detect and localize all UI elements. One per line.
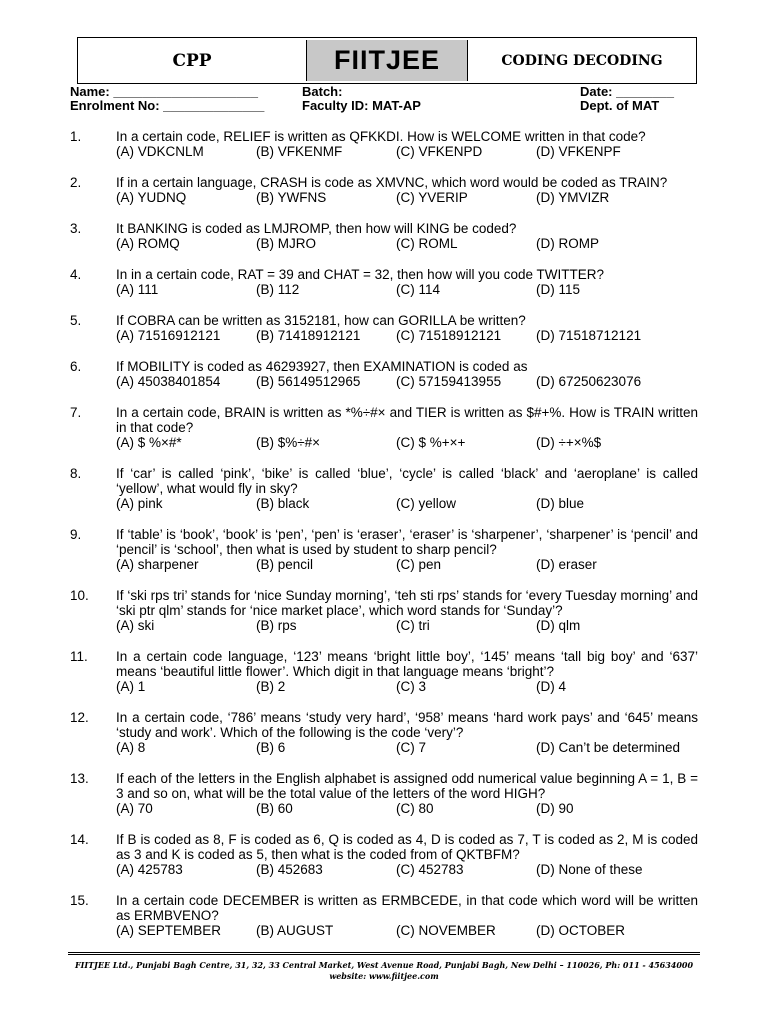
answer-options [116,435,698,450]
answer-option: (D) Can’t be determined [536,740,681,755]
answer-option: (A) VDKCNLM [116,144,204,159]
question-text: In a certain code, BRAIN is written as *%÷#× and TIER is written as $#+%. How is TRAIN written in that code? [116,405,698,435]
answer-option: (B) $%÷#× [256,435,321,450]
question-text: If ‘car’ is called ‘pink’, ‘bike’ is called ‘blue’, ‘cycle’ is called ‘black’ and ‘aeroplane’ is called ‘yellow’, what would fly in sky? [116,466,698,496]
answer-option: (B) 2 [256,679,286,694]
name-field: Name: ____________________ [70,84,258,99]
department: Dept. of MAT [580,98,660,113]
answer-option: (A) sharpener [116,557,199,572]
question-number: 8. [70,466,82,481]
question-text: If ‘ski rps tri’ stands for ‘nice Sunday morning’, ‘teh sti rps’ stands for ‘every Tuesday morning’ and ‘ski ptr qlm’ stands for ‘nice market place’, which word stands for ‘Sunday’? [116,588,698,618]
answer-option: (A) 8 [116,740,146,755]
answer-options [116,236,698,251]
question-number: 15. [70,893,89,908]
answer-options [116,557,698,572]
question-item [70,313,698,343]
answer-options [116,282,698,297]
question-text: If MOBILITY is coded as 46293927, then EXAMINATION is coded as [116,359,528,374]
answer-option: (C) YVERIP [396,190,468,205]
answer-option: (B) MJRO [256,236,316,251]
answer-option: (C) 71518912121 [396,328,502,343]
question-number: 7. [70,405,82,420]
answer-option: (C) 114 [396,282,441,297]
footer-website: website: www.fiitjee.com [329,971,439,981]
question-item [70,405,698,450]
answer-option: (C) tri [396,618,430,633]
answer-options [116,144,698,159]
footer-address: FIITJEE Ltd., Punjabi Bagh Centre, 31, 32, 33 Central Market, West Avenue Road, Punjabi Bagh, New Delhi – 110026, Ph: 011 - 45634000 [74,960,694,970]
answer-option: (B) 6 [256,740,286,755]
question-item [70,832,698,877]
question-text: If COBRA can be written as 3152181, how can GORILLA be written? [116,313,526,328]
answer-option: (D) eraser [536,557,597,572]
answer-option: (D) 115 [536,282,581,297]
question-item [70,129,698,159]
question-text: If in a certain language, CRASH is code as XMVNC, which word would be coded as TRAIN? [116,175,668,190]
student-info [70,84,710,114]
answer-option: (A) ski [116,618,155,633]
question-text: If ‘table’ is ‘book’, ‘book’ is ‘pen’, ‘pen’ is ‘eraser’, ‘eraser’ is ‘sharpener’, ‘sharpener’ is ‘pencil’ and ‘pencil’ is ‘school’, then what is used by student to sharp pencil? [116,527,698,557]
footer [68,960,700,982]
answer-options [116,862,698,877]
question-number: 14. [70,832,89,847]
answer-options [116,740,698,755]
answer-option: (B) 452683 [256,862,323,877]
answer-option: (D) 67250623076 [536,374,642,389]
question-text: In a certain code, RELIEF is written as QFKKDI. How is WELCOME written in that code? [116,129,646,144]
answer-option: (C) yellow [396,496,457,511]
answer-option: (B) VFKENMF [256,144,343,159]
faculty-id: Faculty ID: MAT-AP [302,98,421,113]
answer-option: (D) OCTOBER [536,923,626,938]
answer-option: (B) 56149512965 [256,374,361,389]
answer-option: (C) 452783 [396,862,464,877]
answer-option: (B) AUGUST [256,923,334,938]
question-item [70,771,698,816]
answer-option: (C) 80 [396,801,434,816]
answer-option: (A) 1 [116,679,146,694]
answer-options [116,496,698,511]
answer-option: (B) 71418912121 [256,328,361,343]
answer-option: (B) pencil [256,557,314,572]
answer-options [116,328,698,343]
fiitjee-logo: FIITJEE [306,40,468,81]
answer-option: (C) ROML [396,236,458,251]
question-number: 3. [70,221,82,236]
answer-option: (A) 71516912121 [116,328,221,343]
answer-option: (D) blue [536,496,585,511]
answer-options [116,679,698,694]
question-text: It BANKING is coded as LMJROMP, then how will KING be coded? [116,221,517,236]
question-number: 2. [70,175,82,190]
question-number: 5. [70,313,82,328]
question-number: 1. [70,129,82,144]
footer-divider [68,952,700,956]
answer-option: (B) 112 [256,282,300,297]
question-item [70,588,698,633]
answer-option: (A) $ %×#* [116,435,182,450]
answer-option: (B) rps [256,618,297,633]
answer-option: (A) 70 [116,801,153,816]
answer-option: (C) $ %+×+ [396,435,466,450]
answer-option: (D) YMVIZR [536,190,610,205]
answer-option: (D) 71518712121 [536,328,642,343]
question-item [70,527,698,572]
date-field: Date: ________ [580,84,674,99]
question-number: 12. [70,710,89,725]
answer-option: (A) YUDNQ [116,190,187,205]
question-number: 6. [70,359,82,374]
answer-options [116,618,698,633]
question-text: In in a certain code, RAT = 39 and CHAT = 32, then how will you code TWITTER? [116,267,604,282]
answer-options [116,190,698,205]
question-item [70,649,698,694]
question-item [70,267,698,297]
answer-option: (A) 425783 [116,862,183,877]
question-list [70,129,698,954]
answer-option: (D) ROMP [536,236,599,251]
answer-option: (D) qlm [536,618,581,633]
question-item [70,359,698,389]
answer-option: (D) VFKENPF [536,144,621,159]
answer-options [116,801,698,816]
answer-option: (A) SEPTEMBER [116,923,222,938]
answer-option: (C) VFKENPD [396,144,483,159]
batch-field: Batch: [302,84,343,99]
answer-option: (C) NOVEMBER [396,923,496,938]
answer-option: (D) 90 [536,801,574,816]
question-text: In a certain code, ‘786’ means ‘study very hard’, ‘958’ means ‘hard work pays’ and ‘645’ means ‘study and work’. Which of the following is the code ‘very’? [116,710,698,740]
question-number: 10. [70,588,89,603]
question-item [70,893,698,938]
question-item [70,466,698,511]
enrolment-field: Enrolment No: ______________ [70,98,265,113]
header-box [77,37,697,84]
answer-option: (B) black [256,496,310,511]
answer-option: (C) 57159413955 [396,374,502,389]
answer-options [116,923,698,938]
answer-option: (D) 4 [536,679,566,694]
answer-options [116,374,698,389]
answer-option: (A) 111 [116,282,159,297]
question-number: 4. [70,267,82,282]
question-item [70,175,698,205]
header-topic: CODING DECODING [501,52,663,69]
header-cpp: CPP [172,50,212,71]
question-text: In a certain code language, ‘123’ means ‘bright little boy’, ‘145’ means ‘tall big boy’ and ‘637’ means ‘beautiful little flower’. Which digit in that language means ‘bright’? [116,649,698,679]
question-item [70,710,698,755]
answer-option: (C) pen [396,557,442,572]
question-text: If each of the letters in the English alphabet is assigned odd numerical value beginning A = 1, B = 3 and so on, what will be the total value of the letters of the word HIGH? [116,771,698,801]
answer-option: (D) None of these [536,862,643,877]
answer-option: (C) 3 [396,679,426,694]
question-number: 13. [70,771,89,786]
question-item [70,221,698,251]
answer-option: (D) ÷+×%$ [536,435,602,450]
answer-option: (C) 7 [396,740,426,755]
answer-option: (A) pink [116,496,163,511]
answer-option: (B) 60 [256,801,293,816]
answer-option: (A) ROMQ [116,236,180,251]
answer-option: (A) 45038401854 [116,374,221,389]
question-text: In a certain code DECEMBER is written as ERMBCEDE, in that code which word will be written as ERMBVENO? [116,893,698,923]
question-number: 11. [70,649,88,664]
question-number: 9. [70,527,82,542]
question-text: If B is coded as 8, F is coded as 6, Q is coded as 4, D is coded as 7, T is coded as 2, M is coded as 3 and K is coded as 5, then what is the coded from of QKTBFM? [116,832,698,862]
answer-option: (B) YWFNS [256,190,327,205]
